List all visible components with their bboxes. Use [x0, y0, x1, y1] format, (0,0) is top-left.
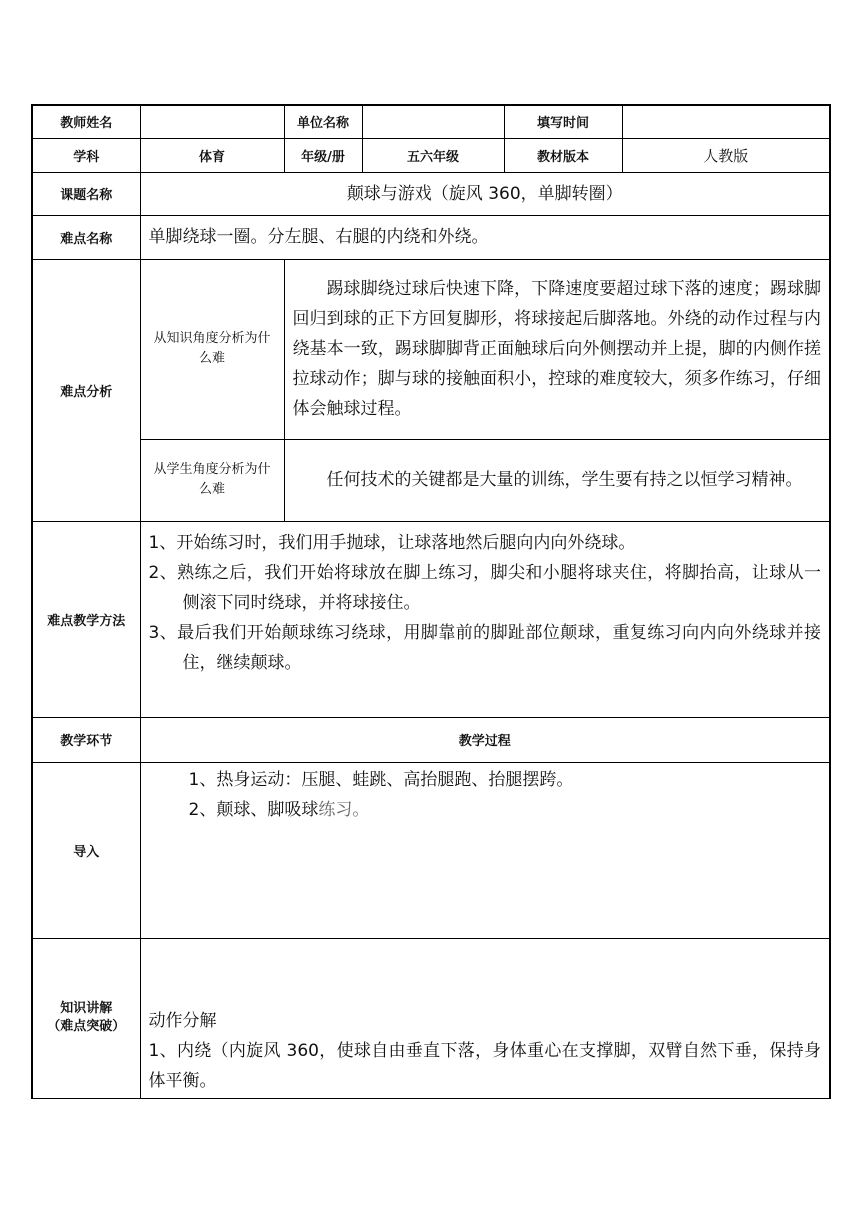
- intro-item-1: 1、热身运动：压腿、蛙跳、高抬腿跑、抬腿摆跨。: [188, 769, 574, 790]
- lesson-plan-table: [31, 104, 831, 1099]
- edition-label: 教材版本: [504, 138, 622, 172]
- difficulty-row: [32, 215, 830, 259]
- process-header-row: [32, 717, 830, 762]
- grade-value: 五六年级: [362, 138, 504, 172]
- subject-label: 学科: [32, 138, 140, 172]
- unit-name-label: 单位名称: [284, 105, 362, 138]
- knowledge-row: [32, 938, 830, 1098]
- header-row-2: [32, 138, 830, 172]
- difficulty-label: 难点名称: [32, 215, 140, 259]
- intro-row: [32, 762, 830, 938]
- knowledge-angle-text: 踢球脚绕过球后快速下降，下降速度要超过球下落的速度；踢球脚回归到球的正下方回复脚形，将球接起后脚落地。外绕的动作过程与内绕基本一致，踢球脚脚背正面触球后向外侧摆动并上提，脚的内侧作搓拉球动作；脚与球的接触面积小，控球的难度较大，须多作练习，仔细体会触球过程。: [284, 259, 830, 439]
- knowledge-label-line1: 知识讲解: [60, 1001, 113, 1016]
- method-item-1: 1、开始练习时，我们用手抛球，让球落地然后腿向内向外绕球。: [148, 532, 636, 553]
- fill-date-label: 填写时间: [504, 105, 622, 138]
- header-row-1: [32, 105, 830, 138]
- subject-value: 体育: [140, 138, 284, 172]
- process-title: 教学过程: [140, 717, 830, 762]
- knowledge-angle-label: 从知识角度分析为什么难: [140, 259, 284, 439]
- intro-content: [140, 762, 830, 938]
- difficulty-value: 单脚绕球一圈。分左腿、右腿的内绕和外绕。: [140, 215, 830, 259]
- knowledge-content: [140, 938, 830, 1098]
- process-stage-label: 教学环节: [32, 717, 140, 762]
- knowledge-text: 1、内绕（内旋风 360，使球自由垂直下落，身体重心在支撑脚，双臂自然下垂，保持身体平衡。: [148, 1040, 821, 1091]
- methods-row: [32, 521, 830, 717]
- unit-name-value: [362, 105, 504, 138]
- topic-row: [32, 172, 830, 215]
- topic-value: 颠球与游戏（旋风 360，单脚转圈）: [140, 172, 830, 215]
- edition-value: 人教版: [622, 138, 830, 172]
- grade-label: 年级/册: [284, 138, 362, 172]
- method-item-2: 2、熟练之后，我们开始将球放在脚上练习，脚尖和小腿将球夹住，将脚抬高，让球从一侧滚下同时绕球，并将球接住。: [148, 562, 821, 613]
- intro-label: 导入: [32, 762, 140, 938]
- analysis-label: 难点分析: [32, 259, 140, 521]
- methods-content: [140, 521, 830, 717]
- topic-label: 课题名称: [32, 172, 140, 215]
- analysis-knowledge-row: [32, 259, 830, 439]
- knowledge-label: [32, 938, 140, 1098]
- teacher-name-label: 教师姓名: [32, 105, 140, 138]
- fill-date-value: [622, 105, 830, 138]
- methods-label: 难点教学方法: [32, 521, 140, 717]
- student-angle-label: 从学生角度分析为什么难: [140, 439, 284, 521]
- knowledge-heading: 动作分解: [148, 1010, 217, 1031]
- method-item-3: 3、最后我们开始颠球练习绕球，用脚靠前的脚趾部位颠球，重复练习向内向外绕球并接住，继续颠球。: [148, 622, 821, 673]
- intro-item-2: [189, 795, 822, 825]
- intro-item-2-main: 2、颠球、脚吸球: [188, 799, 319, 820]
- intro-item-2-tail: 练习。: [318, 799, 370, 820]
- knowledge-label-line2: （难点突破）: [47, 1019, 126, 1034]
- analysis-student-row: [32, 439, 830, 521]
- student-angle-text: 任何技术的关键都是大量的训练，学生要有持之以恒学习精神。: [284, 439, 830, 521]
- teacher-name-value: [140, 105, 284, 138]
